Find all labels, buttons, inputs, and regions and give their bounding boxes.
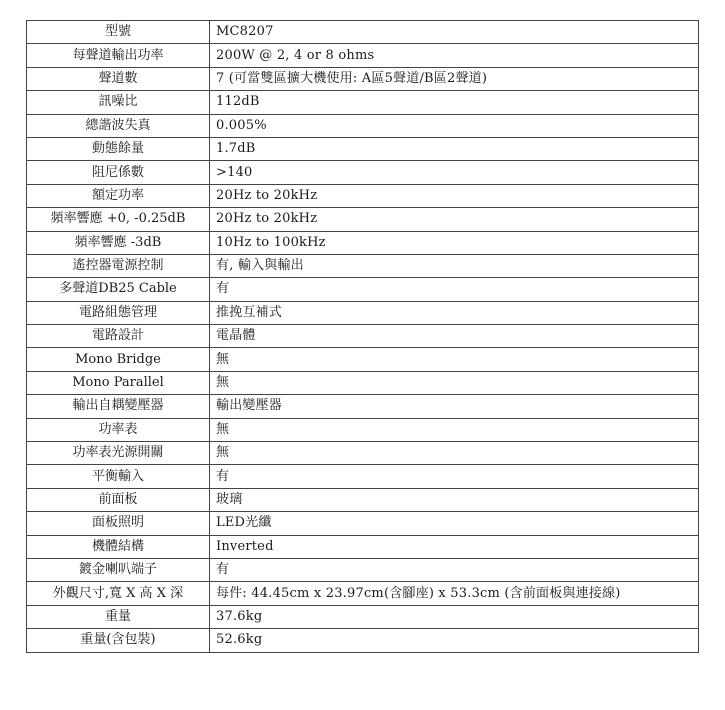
row-value: 200W @ 2, 4 or 8 ohms <box>210 44 699 67</box>
table-row <box>27 44 699 67</box>
row-value: 7 (可當雙區擴大機使用: A區5聲道/B區2聲道) <box>210 67 699 90</box>
row-value: 電晶體 <box>210 325 699 348</box>
row-value: 無 <box>210 442 699 465</box>
table-row <box>27 348 699 371</box>
row-value: 有 <box>210 278 699 301</box>
row-value: 0.005% <box>210 114 699 137</box>
table-row <box>27 254 699 277</box>
row-label: 面板照明 <box>27 512 210 535</box>
table-row <box>27 184 699 207</box>
row-label: 多聲道DB25 Cable <box>27 278 210 301</box>
table-row <box>27 91 699 114</box>
row-value: LED光纖 <box>210 512 699 535</box>
row-value: 1.7dB <box>210 137 699 160</box>
row-label: 電路組態管理 <box>27 301 210 324</box>
row-value: >140 <box>210 161 699 184</box>
spec-table <box>26 20 699 653</box>
row-label: 平衡輸入 <box>27 465 210 488</box>
row-label: 頻率響應 +0, -0.25dB <box>27 208 210 231</box>
table-row <box>27 512 699 535</box>
table-row <box>27 231 699 254</box>
row-value: 52.6kg <box>210 629 699 652</box>
table-row <box>27 488 699 511</box>
row-label: 電路設計 <box>27 325 210 348</box>
spec-table-body <box>27 21 699 653</box>
table-row <box>27 582 699 605</box>
row-value: 玻璃 <box>210 488 699 511</box>
row-value: 輸出變壓器 <box>210 395 699 418</box>
row-label: 阻尼係數 <box>27 161 210 184</box>
row-label: 重量 <box>27 605 210 628</box>
table-row <box>27 137 699 160</box>
row-value: 20Hz to 20kHz <box>210 208 699 231</box>
row-value: 無 <box>210 418 699 441</box>
table-row <box>27 535 699 558</box>
row-value: Inverted <box>210 535 699 558</box>
row-label: Mono Bridge <box>27 348 210 371</box>
row-label: 總諧波失真 <box>27 114 210 137</box>
row-value: 每件: 44.45cm x 23.97cm(含腳座) x 53.3cm (含前面板與連接線) <box>210 582 699 605</box>
row-label: 動態餘量 <box>27 137 210 160</box>
row-value: 無 <box>210 371 699 394</box>
row-label: 型號 <box>27 21 210 44</box>
row-label: 聲道數 <box>27 67 210 90</box>
table-row <box>27 325 699 348</box>
row-value: 37.6kg <box>210 605 699 628</box>
row-label: 遙控器電源控制 <box>27 254 210 277</box>
row-label: 前面板 <box>27 488 210 511</box>
row-value: 有 <box>210 558 699 581</box>
row-label: 重量(含包裝) <box>27 629 210 652</box>
row-value: 10Hz to 100kHz <box>210 231 699 254</box>
table-row <box>27 301 699 324</box>
row-label: 功率表光源開關 <box>27 442 210 465</box>
row-label: 頻率響應 -3dB <box>27 231 210 254</box>
table-row <box>27 161 699 184</box>
row-label: 鍍金喇叭端子 <box>27 558 210 581</box>
table-row <box>27 21 699 44</box>
table-row <box>27 605 699 628</box>
row-label: 輸出自耦變壓器 <box>27 395 210 418</box>
table-row <box>27 418 699 441</box>
row-value: 無 <box>210 348 699 371</box>
table-row <box>27 278 699 301</box>
table-row <box>27 371 699 394</box>
table-row <box>27 114 699 137</box>
row-value: 112dB <box>210 91 699 114</box>
row-label: 功率表 <box>27 418 210 441</box>
row-label: 每聲道輸出功率 <box>27 44 210 67</box>
row-value: 有 <box>210 465 699 488</box>
row-value: 有, 輸入與輸出 <box>210 254 699 277</box>
table-row <box>27 629 699 652</box>
table-row <box>27 465 699 488</box>
row-value: 20Hz to 20kHz <box>210 184 699 207</box>
row-label: Mono Parallel <box>27 371 210 394</box>
row-value: 推挽互補式 <box>210 301 699 324</box>
row-label: 機體結構 <box>27 535 210 558</box>
table-row <box>27 558 699 581</box>
table-row <box>27 442 699 465</box>
table-row <box>27 208 699 231</box>
row-value: MC8207 <box>210 21 699 44</box>
table-row <box>27 67 699 90</box>
row-label: 訊噪比 <box>27 91 210 114</box>
row-label: 外觀尺寸,寬 X 高 X 深 <box>27 582 210 605</box>
table-row <box>27 395 699 418</box>
row-label: 額定功率 <box>27 184 210 207</box>
